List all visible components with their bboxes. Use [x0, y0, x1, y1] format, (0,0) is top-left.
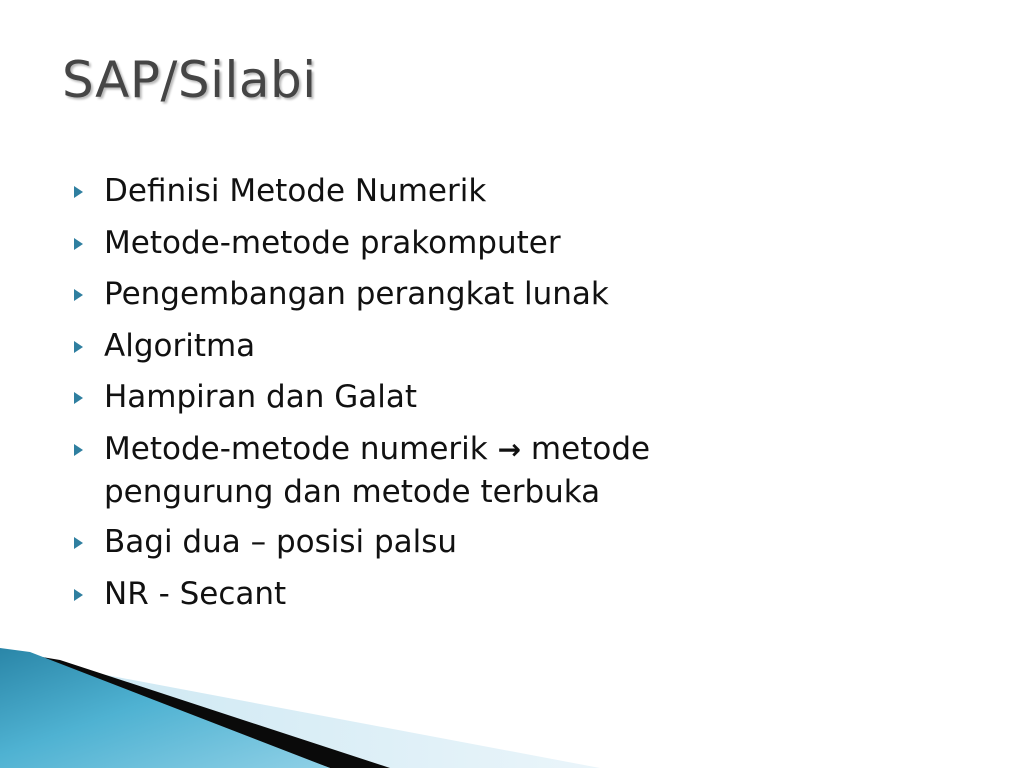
bullet-text: Algoritma — [104, 327, 256, 364]
list-item — [74, 569, 794, 621]
list-item — [74, 321, 794, 373]
triangle-bullet-icon — [74, 238, 83, 250]
bullet-text: NR - Secant — [104, 575, 287, 612]
bullet-text: Bagi dua – posisi palsu — [104, 524, 458, 560]
triangle-bullet-icon — [74, 392, 83, 404]
list-item — [74, 424, 794, 518]
bullet-text: Hampiran dan Galat — [104, 379, 417, 415]
bullet-text-line-2: pengurung dan metode terbuka — [104, 474, 601, 510]
triangle-bullet-icon — [74, 289, 83, 301]
decor-teal-wave — [0, 648, 330, 768]
list-item — [74, 269, 794, 321]
list-item — [74, 218, 794, 270]
list-item — [74, 166, 794, 218]
triangle-bullet-icon — [74, 444, 83, 456]
decor-black-stripe — [0, 650, 390, 768]
bullet-text: Metode-metode prakomputer — [104, 224, 561, 261]
triangle-bullet-icon — [74, 537, 83, 549]
triangle-bullet-icon — [74, 341, 83, 353]
slide-title: SAP/Silabi — [62, 51, 317, 109]
list-item — [74, 372, 794, 424]
bullet-text: Definisi Metode Numerik — [104, 173, 487, 209]
triangle-bullet-icon — [74, 186, 83, 198]
list-item — [74, 517, 794, 569]
decor-pale-band — [0, 655, 600, 768]
right-arrow-icon: → — [497, 432, 522, 466]
bullet-text-part-1: Metode-metode numerik — [104, 430, 498, 467]
bullet-text: Pengembangan perangkat lunak — [104, 276, 609, 312]
bullet-text-part-2: metode — [521, 430, 651, 467]
triangle-bullet-icon — [74, 589, 83, 601]
syllabus-bullet-list — [74, 166, 794, 620]
